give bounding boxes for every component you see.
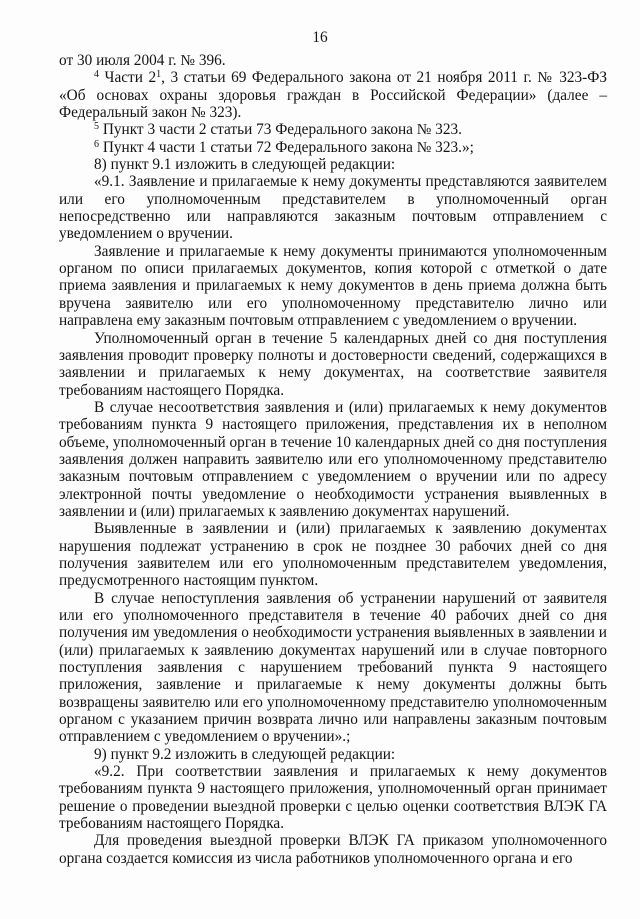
paragraph-text: от 30 июля 2004 г. № 396. [59, 52, 226, 69]
footnote-number: 5 [94, 121, 99, 133]
paragraph-continuation [59, 52, 607, 69]
paragraph-return: В случае непоступления заявления об устранении нарушений от заявителя или его уполномоченного представителя в течение 40 рабочих дней со дня получения им уведомления о необходимости устранения выявленных в заявлении и (или) прилагаемых к заявлению документах нарушений или в случае повторного поступления заявления с нарушением требований пункта 9 настоящего приложения, заявление и прилагаемые к нему документы должны быть возвращены заявителю или его уполномоченному представителю уполномоченным органом с указанием причин возврата лично или направлены заказным почтовым отправлением с уведомлением о вручении».; [59, 589, 607, 746]
footnote-text: , 3 статьи 69 Федерального закона от 21 ноября 2011 г. № 323-ФЗ «Об основах охраны здоровья граждан в Российской Федерации» (далее – Федеральный закон № 323). [59, 69, 607, 122]
page-number: 16 [312, 29, 328, 46]
inline-superscript: 1 [156, 69, 162, 81]
clause-9-2: «9.2. При соответствии заявления и прилагаемых к нему документов требованиям пункта 9 настоящего приложения, уполномоченный орган принимает решение о проведении выездной проверки с целью оценки соответствия ВЛЭК ГА требованиям настоящего Порядка. [59, 763, 607, 833]
paragraph-nonconformity: В случае несоответствия заявления и (или) прилагаемых к нему документов требованиям пункта 9 настоящего приложения, представления их в неполном объеме, уполномоченный орган в течение 10 календарных дней со дня поступления заявления должен направить заявителю или его уполномоченному представителю заказным почтовым отправлением с уведомлением о вручении или по адресу электронной почты уведомление о необходимости устранения выявленных в заявлении и (или) прилагаемых к заявлению документах нарушений. [59, 398, 607, 520]
footnote-text: Пункт 4 части 1 статьи 72 Федерального закона № 323.»; [99, 138, 474, 156]
paragraph-correction-deadline: Выявленные в заявлении и (или) прилагаемых к заявлению документах нарушения подлежат устранению в срок не позднее 30 рабочих дней со дня получения заявителем или его уполномоченным представителем уведомления, предусмотренного настоящим пунктом. [59, 520, 607, 590]
paragraph-verification: Уполномоченный орган в течение 5 календарных дней со дня поступления заявления проводит проверку полноты и достоверности сведений, содержащихся в заявлении и прилагаемых к нему документах, на соответствие заявителя требованиям настоящего Порядка. [59, 329, 607, 399]
footnote-6 [59, 139, 607, 156]
amendment-item-8: 8) пункт 9.1 изложить в следующей редакции: [94, 156, 396, 174]
clause-9-1: «9.1. Заявление и прилагаемые к нему документы представляются заявителем или его уполномоченным представителем в уполномоченный орган непосредственно или направляются заказным почтовым отправлением с уведомлением о вручении. [59, 173, 607, 243]
footnote-text: Пункт 3 части 2 статьи 73 Федерального закона № 323. [99, 121, 462, 139]
paragraph-acceptance: Заявление и прилагаемые к нему документы принимаются уполномоченным органом по описи прилагаемых документов, копия которой с отметкой о дате приема заявления и прилагаемых к нему документов в день приема должна быть вручена заявителю или его уполномоченному представителю лично или направлена ему заказным почтовым отправлением с уведомлением о вручении. [59, 242, 607, 330]
document-body [59, 52, 607, 867]
footnote-4 [59, 69, 607, 121]
amendment-item-9: 9) пункт 9.2 изложить в следующей редакции: [94, 745, 396, 763]
footnote-5 [59, 121, 607, 138]
paragraph-inspection-commission: Для проведения выездной проверки ВЛЭК ГА приказом уполномоченного органа создается комиссия из числа работников уполномоченного органа и его [59, 832, 607, 867]
footnote-text-start: Части 2 [99, 69, 157, 87]
footnote-number: 4 [94, 69, 99, 81]
footnote-number: 6 [94, 138, 99, 150]
